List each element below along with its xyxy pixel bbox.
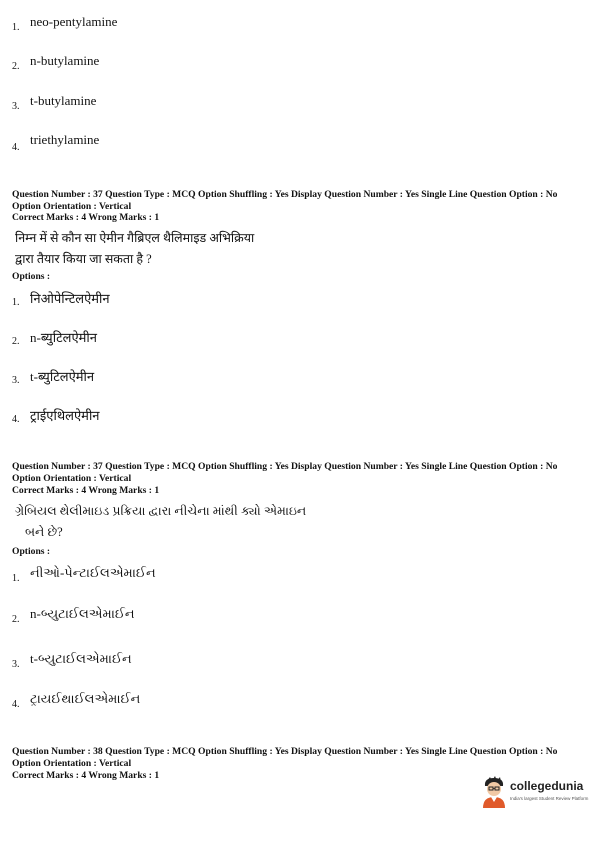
- question-line: ગ્રેબિયલ થેલીમાઇડ પ્રક્રિયા દ્વારા નીચેના માંથી ક્યો એમાઇન: [15, 504, 307, 518]
- option-text: t-બ્યુટાઈલએમાઈન: [30, 651, 132, 666]
- option-number: 4.: [12, 142, 20, 153]
- question-meta: Question Number : 38 Question Type : MCQ Option Shuffling : Yes Display Question Number : Yes Single Line Question Option : No Option Orientation : Vertical: [12, 746, 558, 769]
- option-number: 4.: [12, 414, 20, 425]
- brand-tagline: India's largest Student Review Platform: [510, 796, 589, 801]
- option-number: 1.: [12, 573, 20, 584]
- option-text: neo-pentylamine: [30, 14, 118, 29]
- option-number: 3.: [12, 375, 20, 386]
- marks-meta: Correct Marks : 4 Wrong Marks : 1: [12, 770, 160, 781]
- question-line: निम्न में से कौन सा ऐमीन गैब्रिएल थैलिमाइड अभिक्रिया: [15, 231, 255, 245]
- option-number: 1.: [12, 297, 20, 308]
- question-meta: Question Number : 37 Question Type : MCQ Option Shuffling : Yes Display Question Number : Yes Single Line Question Option : No Option Orientation : Vertical: [12, 461, 558, 484]
- option-number: 3.: [12, 101, 20, 112]
- option-text: n-બ્યુટાઈલએમાઈન: [30, 606, 135, 621]
- option-text: t-ब्युटिलऐमीन: [30, 369, 95, 384]
- options-label: Options :: [12, 546, 51, 557]
- question-meta: Question Number : 37 Question Type : MCQ Option Shuffling : Yes Display Question Number : Yes Single Line Question Option : No Option Orientation : Vertical: [12, 189, 558, 212]
- options-label: Options :: [12, 271, 51, 282]
- student-avatar-icon: [480, 776, 508, 813]
- option-text: triethylamine: [30, 132, 100, 147]
- question-text: [15, 228, 254, 270]
- option-text: નીઓ-પેન્ટાઈલએમાઈન: [30, 565, 156, 580]
- option-text: ट्राईएथिलऐमीन: [30, 408, 100, 423]
- marks-meta: Correct Marks : 4 Wrong Marks : 1: [12, 485, 160, 496]
- option-number: 3.: [12, 659, 20, 670]
- option-text: t-butylamine: [30, 93, 97, 108]
- question-text: [15, 501, 306, 543]
- option-number: 2.: [12, 61, 20, 72]
- option-text: n-butylamine: [30, 53, 100, 68]
- question-line: द्वारा तैयार किया जा सकता है ?: [15, 252, 152, 266]
- option-text: n-ब्युटिलऐमीन: [30, 330, 98, 345]
- option-number: 4.: [12, 699, 20, 710]
- option-text: ટ્રાયઈથાઈલએમાઈન: [30, 691, 141, 706]
- option-number: 2.: [12, 614, 20, 625]
- marks-meta: Correct Marks : 4 Wrong Marks : 1: [12, 212, 160, 223]
- brand-name: collegedunia: [510, 779, 584, 793]
- collegedunia-logo: [480, 776, 589, 810]
- option-number: 2.: [12, 336, 20, 347]
- question-line: બને છે?: [25, 525, 63, 539]
- option-text: निओपेन्टिलऐमीन: [30, 291, 110, 306]
- option-number: 1.: [12, 22, 20, 33]
